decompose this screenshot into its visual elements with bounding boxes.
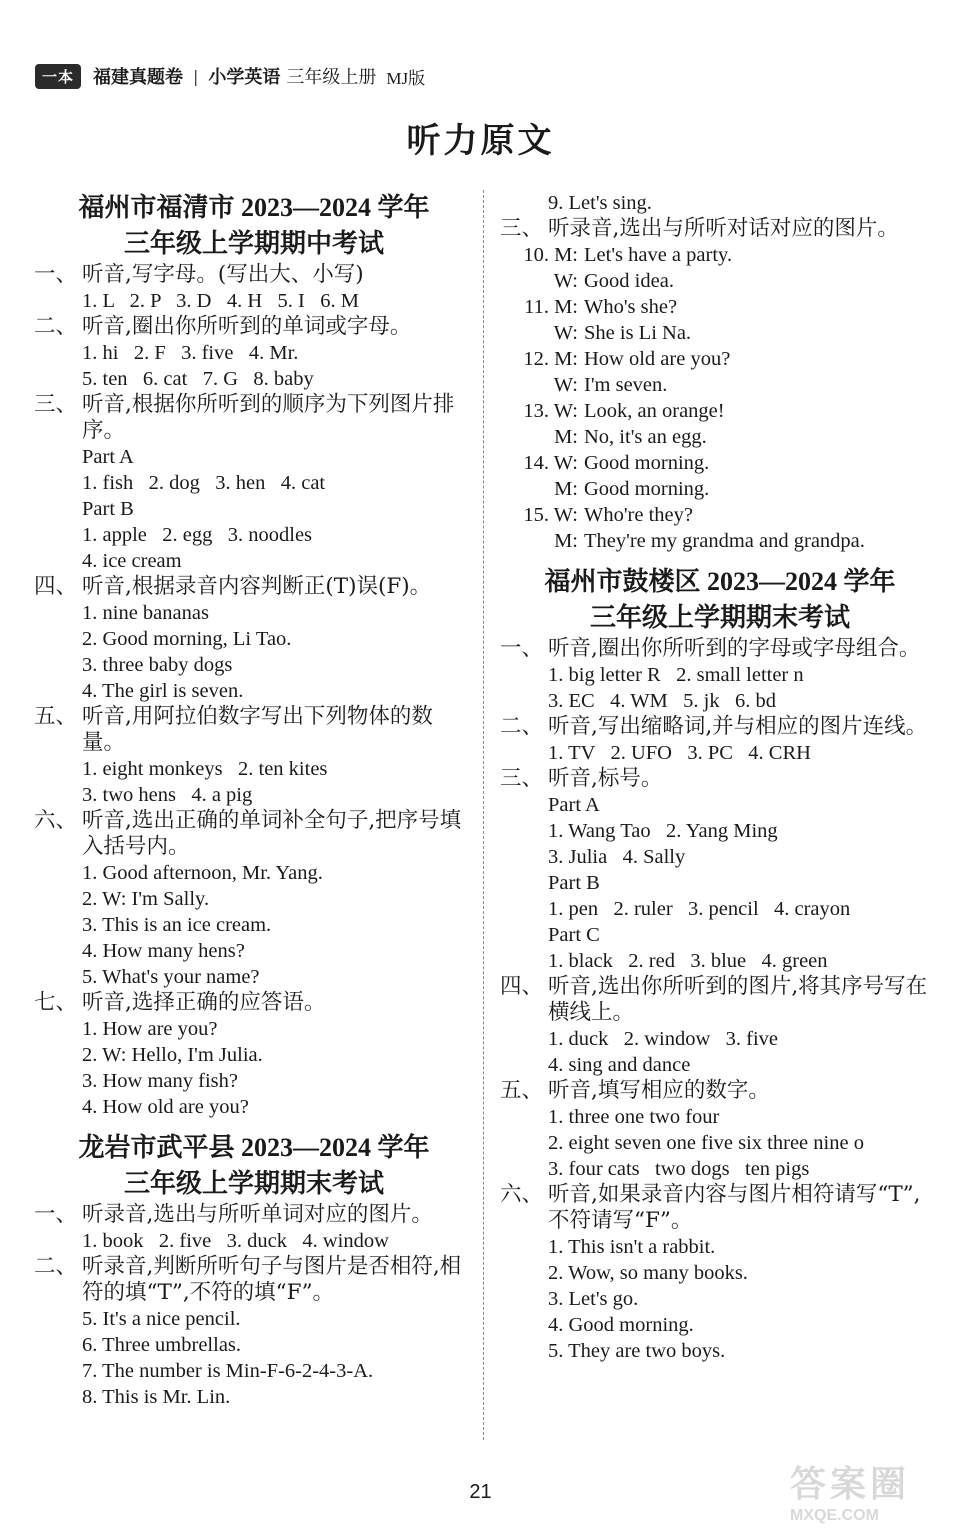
section-instruction: 听音,根据录音内容判断正(T)误(F)。 <box>82 574 432 599</box>
section-number: 四、 <box>500 974 544 999</box>
section <box>500 714 940 766</box>
dialogue-text: Who's she? <box>584 296 678 318</box>
section-instruction: 听音,圈出你所听到的字母或字母组合。 <box>548 636 921 661</box>
section-number: 二、 <box>34 1254 78 1279</box>
section-instruction: 听音,根据你所听到的顺序为下列图片排序。 <box>82 392 455 443</box>
answer-line: 1. Wang Tao 2. Yang Ming <box>548 820 778 842</box>
answer-line: 3. This is an ice cream. <box>82 914 272 936</box>
section-number: 五、 <box>34 704 78 729</box>
section-number: 二、 <box>500 714 544 739</box>
section-instruction: 听录音,选出与所听单词对应的图片。 <box>82 1202 433 1227</box>
answer-line: 1. book 2. five 3. duck 4. window <box>82 1230 389 1252</box>
running-header <box>35 62 425 90</box>
dialogue-number: 15. W: <box>523 504 578 526</box>
answer-line: 1. This isn't a rabbit. <box>548 1236 716 1258</box>
section-instruction: 听音,写出缩略词,并与相应的图片连线。 <box>548 714 928 739</box>
dialogue-line <box>500 476 940 502</box>
section-instruction: 听音,选择正确的应答语。 <box>82 990 326 1015</box>
answer-line: 1. black 2. red 3. blue 4. green <box>548 950 828 972</box>
answer-line: 1. How are you? <box>82 1018 218 1040</box>
answer-line: 5. ten 6. cat 7. G 8. baby <box>82 368 314 390</box>
dialogue-line <box>500 346 940 372</box>
section <box>34 392 474 574</box>
watermark-text: 答案圈 <box>790 1464 911 1505</box>
answer-line: 3. two hens 4. a pig <box>82 784 253 806</box>
section-number: 一、 <box>34 1202 78 1227</box>
answer-line: 6. Three umbrellas. <box>82 1334 242 1356</box>
watermark-url: MXQE.COM <box>790 1507 879 1524</box>
answer-line: 1. TV 2. UFO 3. PC 4. CRH <box>548 742 811 764</box>
grade-name: 三年级上册 <box>286 67 377 88</box>
dialogue-text: I'm seven. <box>584 374 668 396</box>
answer-line: Part C <box>548 924 600 946</box>
answer-line: 4. How old are you? <box>82 1096 249 1118</box>
exam-subtitle: 三年级上学期期末考试 <box>589 603 850 632</box>
answer-line: 1. duck 2. window 3. five <box>548 1028 779 1050</box>
header-separator: | <box>193 66 199 86</box>
section-number: 一、 <box>500 636 544 661</box>
dialogue-text: Good morning. <box>584 452 710 474</box>
section-instruction: 听音,用阿拉伯数字写出下列物体的数量。 <box>82 704 433 755</box>
dialogue-text: Let's have a party. <box>584 244 733 266</box>
page-title: 听力原文 <box>406 121 555 161</box>
page-number: 21 <box>469 1481 492 1503</box>
section-heading <box>34 808 474 860</box>
subject-name: 小学英语 <box>208 67 281 88</box>
dialogue-text: How old are you? <box>584 348 731 370</box>
answer-line: 1. hi 2. F 3. five 4. Mr. <box>82 342 299 364</box>
section <box>500 216 940 554</box>
section <box>34 990 474 1120</box>
section-heading <box>500 714 940 740</box>
answer-line: Part B <box>548 872 600 894</box>
dialogue-text: Look, an orange! <box>584 400 725 422</box>
dialogue-speaker: W: <box>553 270 578 292</box>
section-number: 一、 <box>34 262 78 287</box>
answer-line: 1. Good afternoon, Mr. Yang. <box>82 862 323 884</box>
left-column <box>34 190 474 1410</box>
answer-line: Part A <box>82 446 134 468</box>
answer-line: 3. Julia 4. Sally <box>548 846 686 868</box>
answer-line: 2. Wow, so many books. <box>548 1262 748 1284</box>
answer-line: 4. Good morning. <box>548 1314 694 1336</box>
answer-line: 4. ice cream <box>82 550 182 572</box>
answer-line: 1. fish 2. dog 3. hen 4. cat <box>82 472 326 494</box>
section-instruction: 听音,填写相应的数字。 <box>548 1078 770 1103</box>
dialogue-number: 10. M: <box>523 244 578 266</box>
section <box>34 262 474 314</box>
dialogue-text: No, it's an egg. <box>584 426 707 448</box>
dialogue-speaker: M: <box>554 530 578 552</box>
dialogue-number: 11. M: <box>524 296 578 318</box>
dialogue-line <box>500 528 940 554</box>
dialogue-line <box>500 424 940 450</box>
answer-line: 4. How many hens? <box>82 940 245 962</box>
section-heading <box>500 216 940 242</box>
dialogue-line <box>500 294 940 320</box>
section-heading <box>500 1182 940 1234</box>
section <box>34 1202 474 1254</box>
section-instruction: 听音,标号。 <box>548 766 663 791</box>
section <box>500 974 940 1078</box>
dialogue-line <box>500 320 940 346</box>
edition-name: MJ版 <box>386 68 426 88</box>
section <box>500 766 940 974</box>
answer-line: Part B <box>82 498 134 520</box>
answer-line: 1. big letter R 2. small letter n <box>548 664 804 686</box>
section-heading <box>500 636 940 662</box>
answer-line: 2. W: I'm Sally. <box>82 888 210 910</box>
section <box>500 1182 940 1364</box>
section <box>34 574 474 704</box>
answer-line: Part A <box>548 794 600 816</box>
answer-line: 3. Let's go. <box>548 1288 639 1310</box>
section-heading <box>500 974 940 1026</box>
section-number: 二、 <box>34 314 78 339</box>
exam-subtitle: 三年级上学期期中考试 <box>123 229 384 258</box>
section-number: 三、 <box>500 216 544 241</box>
section-instruction: 听音,圈出你所听到的单词或字母。 <box>82 314 412 339</box>
dialogue-speaker: M: <box>554 426 578 448</box>
answer-line: 1. apple 2. egg 3. noodles <box>82 524 313 546</box>
section-instruction: 听录音,判断所听句子与图片是否相符,相符的填“T”,不符的填“F”。 <box>82 1254 462 1305</box>
section <box>34 704 474 808</box>
dialogue-number: 12. M: <box>523 348 578 370</box>
answer-line: 2. eight seven one five six three nine o <box>548 1132 864 1154</box>
dialogue-line <box>500 372 940 398</box>
section <box>34 808 474 990</box>
section-number: 四、 <box>34 574 78 599</box>
section-instruction: 听音,选出你所听到的图片,将其序号写在横线上。 <box>548 974 928 1025</box>
dialogue-text: She is Li Na. <box>584 322 692 344</box>
brand-logo: 一本 <box>35 64 81 89</box>
exam-title: 福州市福清市 2023—2024 学年 <box>78 193 430 222</box>
dialogue-line <box>500 242 940 268</box>
section-heading <box>34 704 474 756</box>
section-heading <box>34 314 474 340</box>
section-heading <box>34 1202 474 1228</box>
section-heading <box>34 574 474 600</box>
answer-line: 4. sing and dance <box>548 1054 691 1076</box>
dialogue-text: Good idea. <box>584 270 674 292</box>
answer-line: 2. Good morning, Li Tao. <box>82 628 292 650</box>
section <box>500 1078 940 1182</box>
dialogue-text: They're my grandma and grandpa. <box>584 530 865 552</box>
section-number: 三、 <box>34 392 78 417</box>
section-heading <box>500 1078 940 1104</box>
answer-line: 5. What's your name? <box>82 966 260 988</box>
section-number: 七、 <box>34 990 78 1015</box>
answer-line: 3. three baby dogs <box>82 654 233 676</box>
answer-line: 3. four cats two dogs ten pigs <box>548 1158 810 1180</box>
exam-title: 福州市鼓楼区 2023—2024 学年 <box>544 567 896 596</box>
answer-line: 1. three one two four <box>548 1106 720 1128</box>
dialogue-text: Good morning. <box>584 478 710 500</box>
exam-subtitle: 三年级上学期期末考试 <box>123 1169 384 1198</box>
dialogue-speaker: W: <box>553 374 578 396</box>
dialogue-text: Who're they? <box>584 504 693 526</box>
watermark <box>790 1456 950 1528</box>
section-heading <box>34 262 474 288</box>
dialogue-line <box>500 502 940 528</box>
section-instruction: 听音,写字母。(写出大、小写) <box>82 262 364 287</box>
answer-line: 1. pen 2. ruler 3. pencil 4. crayon <box>548 898 851 920</box>
right-column <box>500 190 940 1364</box>
section-instruction: 听音,如果录音内容与图片相符请写“T”,不符请写“F”。 <box>548 1182 921 1233</box>
answer-line: 2. W: Hello, I'm Julia. <box>82 1044 263 1066</box>
dialogue-speaker: W: <box>553 322 578 344</box>
answer-line: 3. How many fish? <box>82 1070 239 1092</box>
answer-line: 1. eight monkeys 2. ten kites <box>82 758 328 780</box>
answer-line: 1. L 2. P 3. D 4. H 5. I 6. M <box>82 290 359 312</box>
section-heading <box>34 392 474 444</box>
section-number: 六、 <box>500 1182 544 1207</box>
dialogue-line <box>500 268 940 294</box>
section-number: 三、 <box>500 766 544 791</box>
answer-line: 5. They are two boys. <box>548 1340 726 1362</box>
dialogue-number: 14. W: <box>523 452 578 474</box>
section-heading <box>34 990 474 1016</box>
dialogue-number: 13. W: <box>523 400 578 422</box>
section <box>500 636 940 714</box>
section <box>34 314 474 392</box>
section-instruction: 听音,选出正确的单词补全句子,把序号填入括号内。 <box>82 808 462 859</box>
dialogue-line <box>500 450 940 476</box>
exam-title: 龙岩市武平县 2023—2024 学年 <box>78 1133 430 1162</box>
section-instruction: 听录音,选出与所听对话对应的图片。 <box>548 216 899 241</box>
answer-line: 3. EC 4. WM 5. jk 6. bd <box>548 690 776 712</box>
answer-line: 9. Let's sing. <box>548 192 652 214</box>
series-name: 福建真题卷 <box>93 67 184 88</box>
answer-line: 5. It's a nice pencil. <box>82 1308 241 1330</box>
answer-line: 4. The girl is seven. <box>82 680 244 702</box>
section-number: 六、 <box>34 808 78 833</box>
dialogue-speaker: M: <box>554 478 578 500</box>
answer-line: 1. nine bananas <box>82 602 209 624</box>
section-heading <box>34 1254 474 1306</box>
section-heading <box>500 766 940 792</box>
section-number: 五、 <box>500 1078 544 1103</box>
dialogue-line <box>500 398 940 424</box>
answer-line: 8. This is Mr. Lin. <box>82 1386 231 1408</box>
column-divider <box>483 190 484 1440</box>
answer-line: 7. The number is Min-F-6-2-4-3-A. <box>82 1360 374 1382</box>
section <box>34 1254 474 1410</box>
